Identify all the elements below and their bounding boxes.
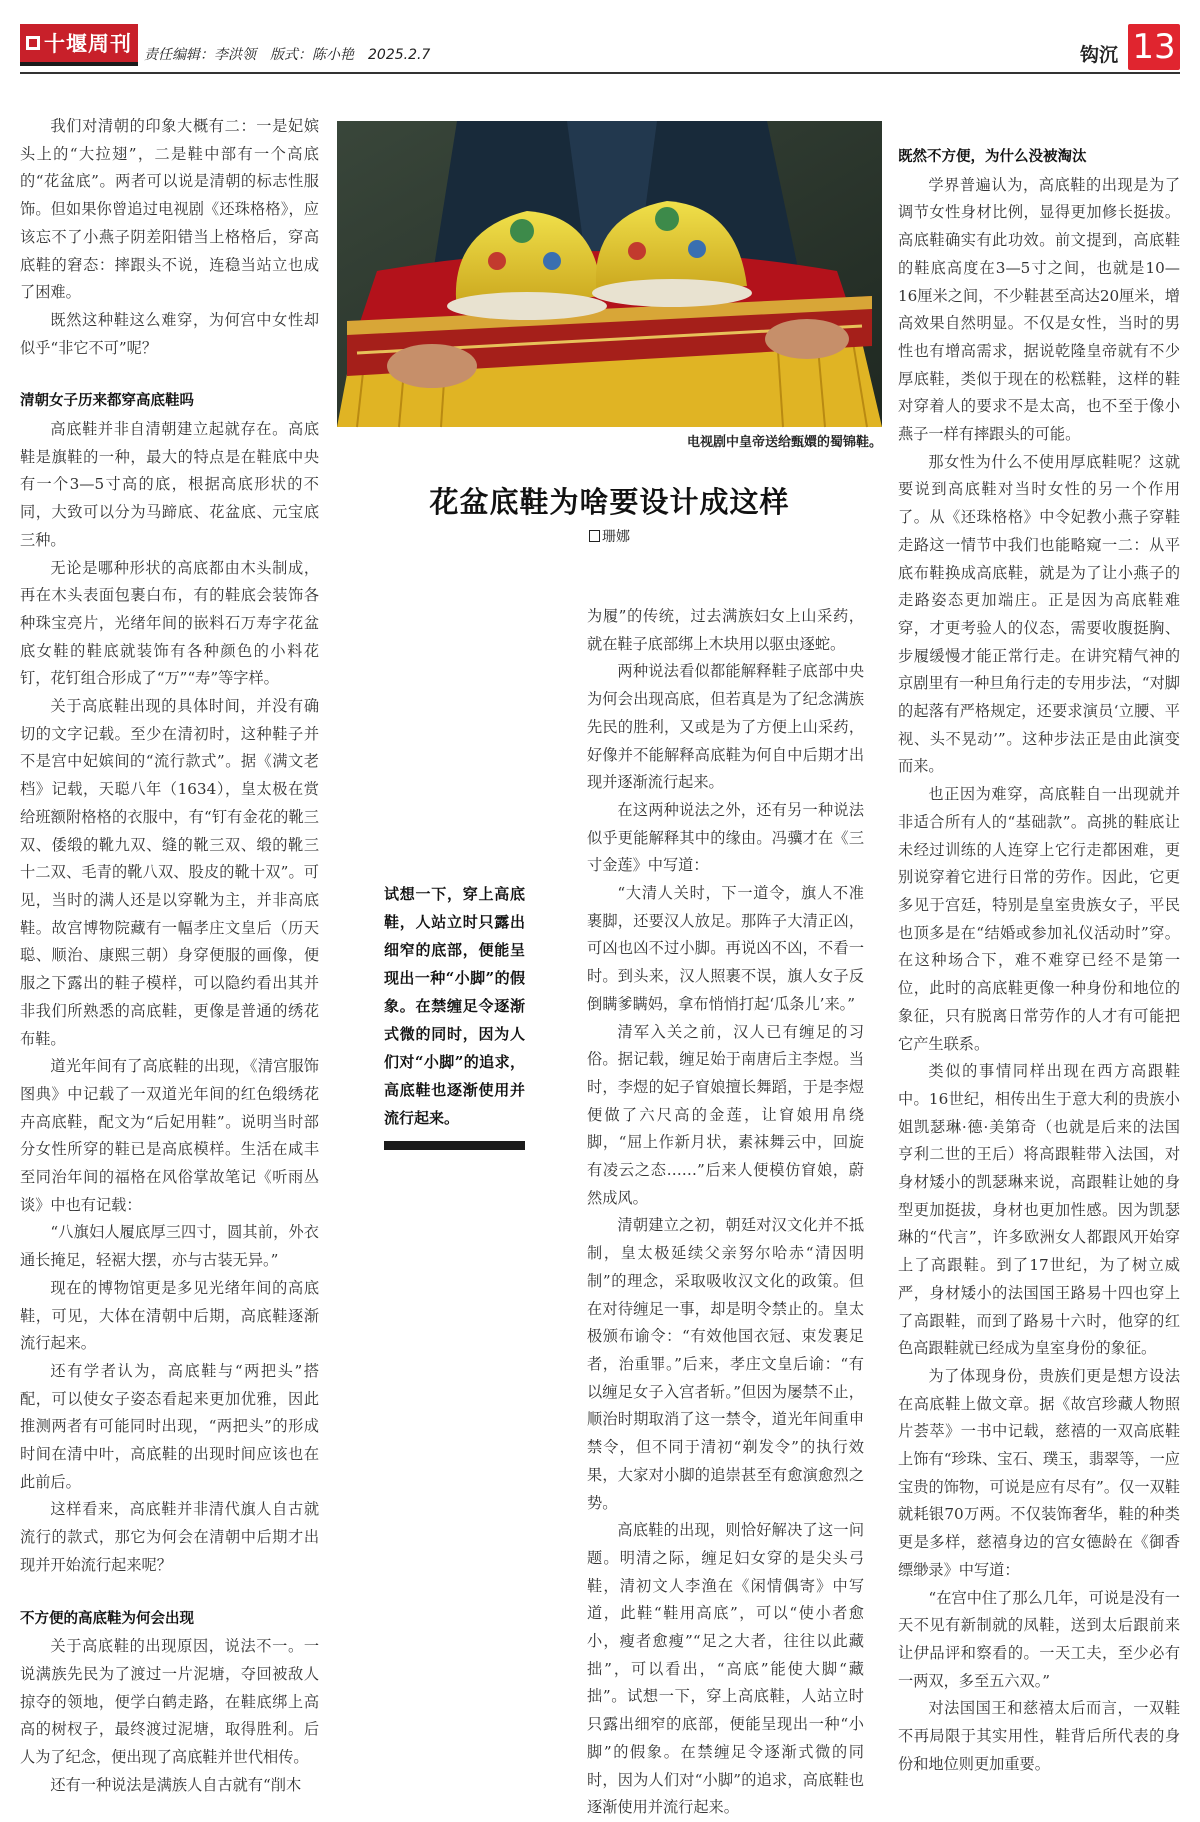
paragraph: 现在的博物馆更是多见光绪年间的高底鞋，可见，大体在清朝中后期，高底鞋逐渐流行起来。 — [20, 1278, 319, 1353]
page-number: 13 — [1128, 24, 1180, 70]
paragraph: 清朝建立之初，朝廷对汉文化并不抵制，皇太极延续父亲努尔哈赤“清因明制”的理念，采取吸收汉文化的政策。但在对待缠足一事，却是明令禁止的。皇太极颁布谕令：“有效他国衣冠、束发裹足者，治重罪。”后来，孝庄文皇后谕：“有以缠足女子入宫者斩。”但因为屡禁不止，顺治时期取消了这一禁令，道光年间重申禁令，但不同于清初“剃发令”的执行效果，大家对小脚的追崇甚至有愈演愈烈之势。 — [587, 1216, 864, 1512]
paragraph: 类似的事情同样出现在西方高跟鞋中。16世纪，相传出生于意大利的贵族小姐凯瑟琳·德·美第奇（也就是后来的法国亨利二世的王后）将高跟鞋带入法国，对身材矮小的凯瑟琳来说，高跟鞋让她的身型更加挺拔，身材也更加性感。因为凯瑟琳的“代言”，许多欧洲女人都跟风开始穿上了高跟鞋。到了17世纪，为了树立威严，身材矮小的法国国王路易十四也穿上了高跟鞋，而到了路易十六时，他穿的红色高跟鞋就已经成为皇室身份的象征。 — [898, 1062, 1180, 1358]
paragraph: 这样看来，高底鞋并非清代旗人自古就流行的款式，那它为何会在清朝中后期才出现并开始流行起来呢？ — [20, 1500, 319, 1574]
paragraph: 还有学者认为，高底鞋与“两把头”搭配，可以使女子姿态看起来更加优雅，因此推测两者有可能同时出现，“两把头”的形成时间在清中叶，高底鞋的出现时间应该也在此前后。 — [20, 1361, 319, 1491]
paragraph: 还有一种说法是满族人自古就有“削木 — [50, 1775, 302, 1794]
pullquote-text: 试想一下，穿上高底鞋，人站立时只露出细窄的底部，便能呈现出一种“小脚”的假象。在禁缠足令逐渐式微的同时，因为人们对“小脚”的追求，高底鞋也逐渐使用并流行起来。 — [384, 885, 525, 1127]
pullquote-bar — [384, 1141, 525, 1150]
paragraph: 既然这种鞋这么难穿，为何宫中女性却似乎“非它不可”呢？ — [20, 310, 319, 357]
pullquote — [384, 880, 525, 1132]
embroidered-shoes-illustration — [337, 121, 882, 427]
quote-paragraph: “在宫中住了那么几年，可说是没有一天不见有新制就的凤鞋，送到太后跟前来让伊品评和察看的。一天工夫，至少必有一两双，多至五六双。” — [898, 1588, 1180, 1690]
paragraph: 道光年间有了高底鞋的出现，《清宫服饰图典》中记载了一双道光年间的红色缎绣花卉高底鞋，配文为“后妃用鞋”。说明当时部分女性所穿的鞋已是高底模样。生活在咸丰至同治年间的福格在风俗掌故笔记《听雨丛谈》中也有记载： — [20, 1057, 319, 1214]
paragraph: 关于高底鞋的出现原因，说法不一。一说满族先民为了渡过一片泥塘，夺回被敌人掠夺的领地，便学白鹤走路，在鞋底绑上高高的树杈子，最终渡过泥塘，取得胜利。后人为了纪念，便出现了高底鞋并世代相传。 — [20, 1637, 319, 1767]
article-title: 花盆底鞋为啥要设计成这样 — [429, 485, 790, 519]
author-name: 珊娜 — [602, 529, 630, 545]
masthead — [20, 24, 138, 66]
header-rule — [20, 72, 1180, 74]
masthead-title: 十堰周刊 — [44, 32, 132, 56]
column-3 — [898, 144, 1180, 1773]
column-1 — [20, 113, 319, 1794]
column-2 — [587, 603, 864, 1817]
byline — [337, 526, 882, 546]
paragraph: 学界普遍认为，高底鞋的出现是为了调节女性身材比例，显得更加修长挺拔。高底鞋确实有此功效。前文提到，高底鞋的鞋底高度在3—5寸之间，也就是10—16厘米之间，不少鞋甚至高达20厘米，增高效果自然明显。不仅是女性，当时的男性也有增高需求，据说乾隆皇帝就有不少厚底鞋，类似于现在的松糕鞋，这样的鞋对穿着人的要求不是太高，也不至于像小燕子一样有摔跟头的可能。 — [898, 175, 1180, 444]
subheading: 既然不方便，为什么没被淘汰 — [898, 149, 1087, 165]
paragraph: 那女性为什么不使用厚底鞋呢？这就要说到高底鞋对当时女性的另一个作用了。从《还珠格格》中令妃教小燕子穿鞋走路这一情节中我们也能略窥一二：从平底布鞋换成高底鞋，就是为了让小燕子的走路姿态更加端庄。正是因为高底鞋难穿，才更考验人的仪态，需要收腹挺胸、步履缓慢才能正常行走。在讲究精气神的京剧里有一种旦角行走的专用步法，“对脚的起落有严格规定，还要求演员‘立腰、平视、头不晃动’”。这种步法正是由此演变而来。 — [898, 452, 1180, 776]
paragraph: 为了体现身份，贵族们更是想方设法在高底鞋上做文章。据《故宫珍藏人物照片荟萃》一书中记载，慈禧的一双高底鞋上饰有“珍珠、宝石、璞玉，翡翠等，一应宝贵的饰物，可说是应有尽有”。仅一双鞋就耗银70万两。不仅装饰奢华，鞋的种类更是多样，慈禧身边的宫女德龄在《御香缥缈录》中写道： — [898, 1366, 1180, 1579]
paragraph: 高底鞋并非自清朝建立起就存在。高底鞋是旗鞋的一种，最大的特点是在鞋底中央有一个3—5寸高的底，根据高底形状的不同，大致可以分为马蹄底、花盆底、元宝底三种。 — [20, 420, 319, 549]
paragraph: 两种说法看似都能解释鞋子底部中央为何会出现高底，但若真是为了纪念满族先民的胜利，又或是为了方便上山采药，好像并不能解释高底鞋为何自中后期才出现并逐渐流行起来。 — [587, 662, 864, 792]
paragraph: 在这两种说法之外，还有另一种说法似乎更能解释其中的缘由。冯骥才在《三寸金莲》中写道： — [587, 800, 864, 875]
subheading: 不方便的高底鞋为何会出现 — [20, 1610, 194, 1627]
paragraph: 我们对清朝的印象大概有二：一是妃嫔头上的“大拉翅”，二是鞋中部有一个高底的“花盆底”。两者可以说是清朝的标志性服饰。但如果你曾追过电视剧《还珠格格》，应该忘不了小燕子阴差阳错当上格格后，穿高底鞋的窘态：摔跟头不说，连稳当站立也成了困难。 — [20, 117, 319, 302]
paragraph: 也正因为难穿，高底鞋自一出现就并非适合所有人的“基础款”。高挑的鞋底让未经过训练的人连穿上它行走都困难，更别说穿着它进行日常的劳作。因此，它更多见于宫廷，特别是皇室贵族女子，平民也顶多是在“结婚或参加礼仪活动时”穿。在这种场合下，难不难穿已经不是第一位，此时的高底鞋更像一种身份和地位的象征，只有脱离日常劳作的人才有可能把它产生联系。 — [898, 785, 1180, 1053]
subheading: 清朝女子历来都穿高底鞋吗 — [20, 393, 194, 410]
byline-box-icon — [589, 530, 600, 542]
editor-credits: 责任编辑：李洪领 版式：陈小艳 2025.2.7 — [144, 47, 431, 63]
paragraph: 关于高底鞋出现的具体时间，并没有确切的文字记载。至少在清初时，这种鞋子并不是宫中妃嫔间的“流行款式”。据《满文老档》记载，天聪八年（1634），皇太极在赏给班额附格格的衣服中，有“钉有金花的靴三双、倭缎的靴九双、缝的靴三双、缎的靴三十二双、毛青的靴八双、股皮的靴十双”。可见，当时的满人还是以穿靴为主，并非高底鞋。故宫博物院藏有一幅孝庄文皇后（历天聪、顺治、康熙三朝）身穿便服的画像，便服之下露出的鞋子模样，可以隐约看出其并非我们所熟悉的高底鞋，更像是普通的绣花布鞋。 — [20, 697, 319, 1048]
masthead-logo-icon — [26, 36, 40, 50]
section-name: 钩沉 — [1080, 44, 1119, 66]
paragraph: 清军入关之前，汉人已有缠足的习俗。据记载，缠足始于南唐后主李煜。当时，李煜的妃子窅娘擅长舞蹈，于是李煜便做了六尺高的金莲，让窅娘用帛绕脚，“屈上作新月状，素袜舞云中，回旋有凌云之态……”后来人便模仿窅娘，蔚然成风。 — [587, 1022, 864, 1207]
quote-paragraph: “大清人关时，下一道令，旗人不准裹脚，还要汉人放足。那阵子大清正凶，可凶也凶不过小脚。再说凶不凶，不看一时。到头来，汉人照裹不误，旗人女子反倒瞒爹瞒妈，拿布悄悄打起‘瓜条儿’来。” — [587, 884, 864, 1013]
photo-caption: 电视剧中皇帝送给甄嬛的蜀锦鞋。 — [686, 435, 882, 450]
paragraph: 高底鞋的出现，则恰好解决了这一问题。明清之际，缠足妇女穿的是尖头弓鞋，清初文人李渔在《闲情偶寄》中写道，此鞋“鞋用高底”，可以“使小者愈小，瘦者愈瘦”“足之大者，往往以此藏拙”，可以看出，“高底”能使大脚“藏拙”。试想一下，穿上高底鞋，人站立时只露出细窄的底部，便能呈现出一种“小脚”的假象。在禁缠足令逐渐式微的同时，因为人们对“小脚”的追求，高底鞋也逐渐使用并流行起来。 — [587, 1521, 864, 1817]
paragraph: 对法国国王和慈禧太后而言，一双鞋不再局限于其实用性，鞋背后所代表的身份和地位则更加重要。 — [898, 1699, 1180, 1773]
paragraph: 无论是哪种形状的高底都由木头制成，再在木头表面包裹白布，有的鞋底会装饰各种珠宝亮片，光绪年间的嵌料石万寿字花盆底女鞋的鞋底就装饰有各种颜色的小料花钉，花钉组合形成了“万”“寿”等字样。 — [20, 558, 319, 688]
quote-paragraph: “八旗妇人履底厚三四寸，圆其前，外衣通长掩足，轻裾大摆，亦与古装无异。” — [20, 1223, 319, 1270]
paragraph: 为履”的传统，过去满族妇女上山采药，就在鞋子底部绑上木块用以驱虫逐蛇。 — [587, 607, 864, 653]
article-photo — [337, 121, 882, 427]
